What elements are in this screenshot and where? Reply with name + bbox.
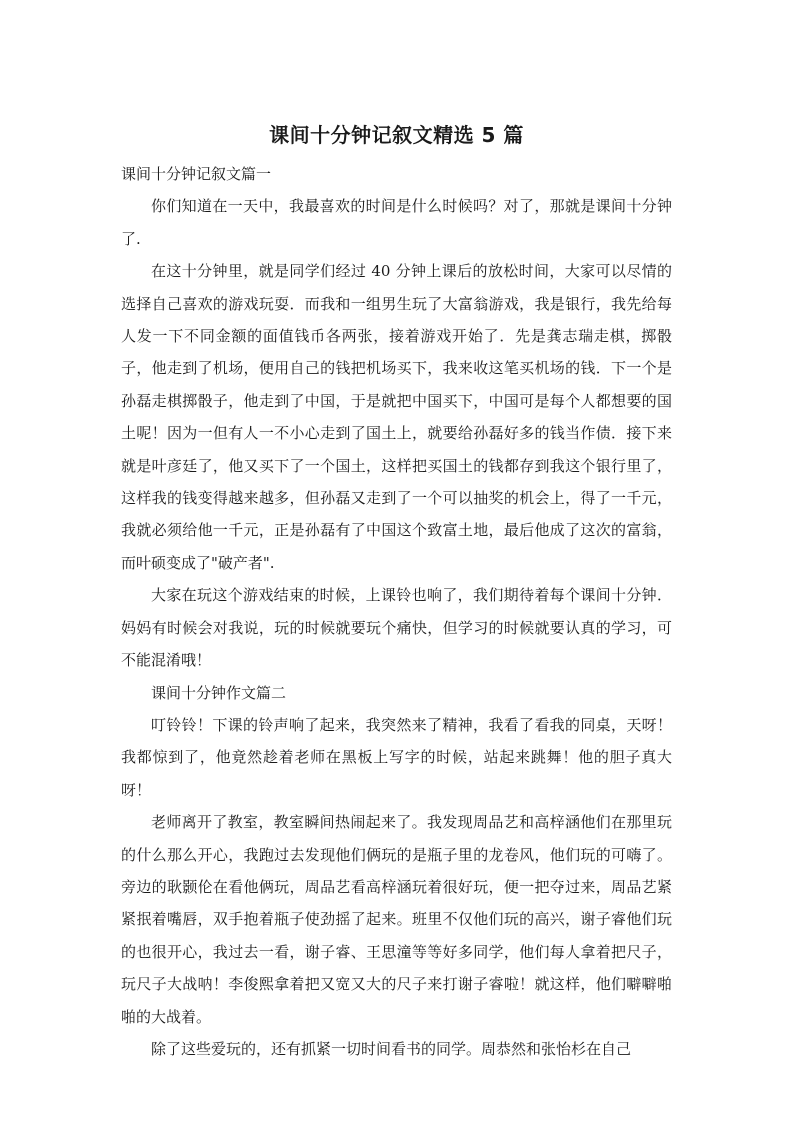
paragraph: 除了这些爱玩的，还有抓紧一切时间看书的同学。周恭然和张怡杉在自己 (151, 1039, 632, 1058)
section-heading-2: 课间十分钟作文篇二 (151, 683, 287, 702)
section-heading-1: 课间十分钟记叙文篇一 (121, 165, 272, 183)
paragraph: 在这十分钟里，就是同学们经过 40 分钟上课后的放松时间，大家可以尽情的选择自己喜欢的游戏玩耍．而我和一组男生玩了大富翁游戏，我是银行，我先给每人发一下不同金额的面值钱币各两张，接着游戏开始了．先是龚志瑞走棋，掷骰子，他走到了机场，便用自己的钱把机场买下，我来收这笔买机场的钱．下一个是孙磊走棋掷骰子，他走到了中国，于是就把中国买下，中国可是每个人都想要的国土呢！因为一但有人一不小心走到了国土上，就要给孙磊好多的钱当作债．接下来就是叶彦廷了，他又买下了一个国土，这样把买国土的钱都存到我这个银行里了，这样我的钱变得越来越多，但孙磊又走到了一个可以抽奖的机会上，得了一千元，我就必须给他一千元，正是孙磊有了中国这个致富土地，最后他成了这次的富翁，而叶硕变成了"破产者". (121, 262, 672, 572)
document-title: 课间十分钟记叙文精选 5 篇 (269, 123, 524, 147)
paragraph: 大家在玩这个游戏结束的时候，上课铃也响了，我们期待着每个课间十分钟．妈妈有时候会对我说，玩的时候就要玩个痛快，但学习的时候就要认真的学习，可不能混淆哦！ (121, 586, 672, 670)
paragraph: 老师离开了教室，教室瞬间热闹起来了。我发现周品艺和高梓涵他们在那里玩的什么那么开心，我跑过去发现他们俩玩的是瓶子里的龙卷风，他们玩的可嗨了。旁边的耿颢伦在看他俩玩，周品艺看高梓涵玩着很好玩，便一把夺过来，周品艺紧紧抿着嘴唇，双手抱着瓶子使劲摇了起来。班里不仅他们玩的高兴，谢子睿他们玩的也很开心，我过去一看，谢子睿、王思潼等等好多同学，他们每人拿着把尺子，玩尺子大战呐！李俊熙拿着把又宽又大的尺子来打谢子睿啦！就这样，他们噼噼啪啪的大战着。 (121, 813, 672, 1026)
paragraph: 你们知道在一天中，我最喜欢的时间是什么时候吗？对了，那就是课间十分钟了. (121, 197, 672, 248)
paragraph: 叮铃铃！下课的铃声响了起来，我突然来了精神，我看了看我的同桌，天呀！我都惊到了，他竟然趁着老师在黑板上写字的时候，站起来跳舞！他的胆子真大呀！ (121, 715, 672, 799)
